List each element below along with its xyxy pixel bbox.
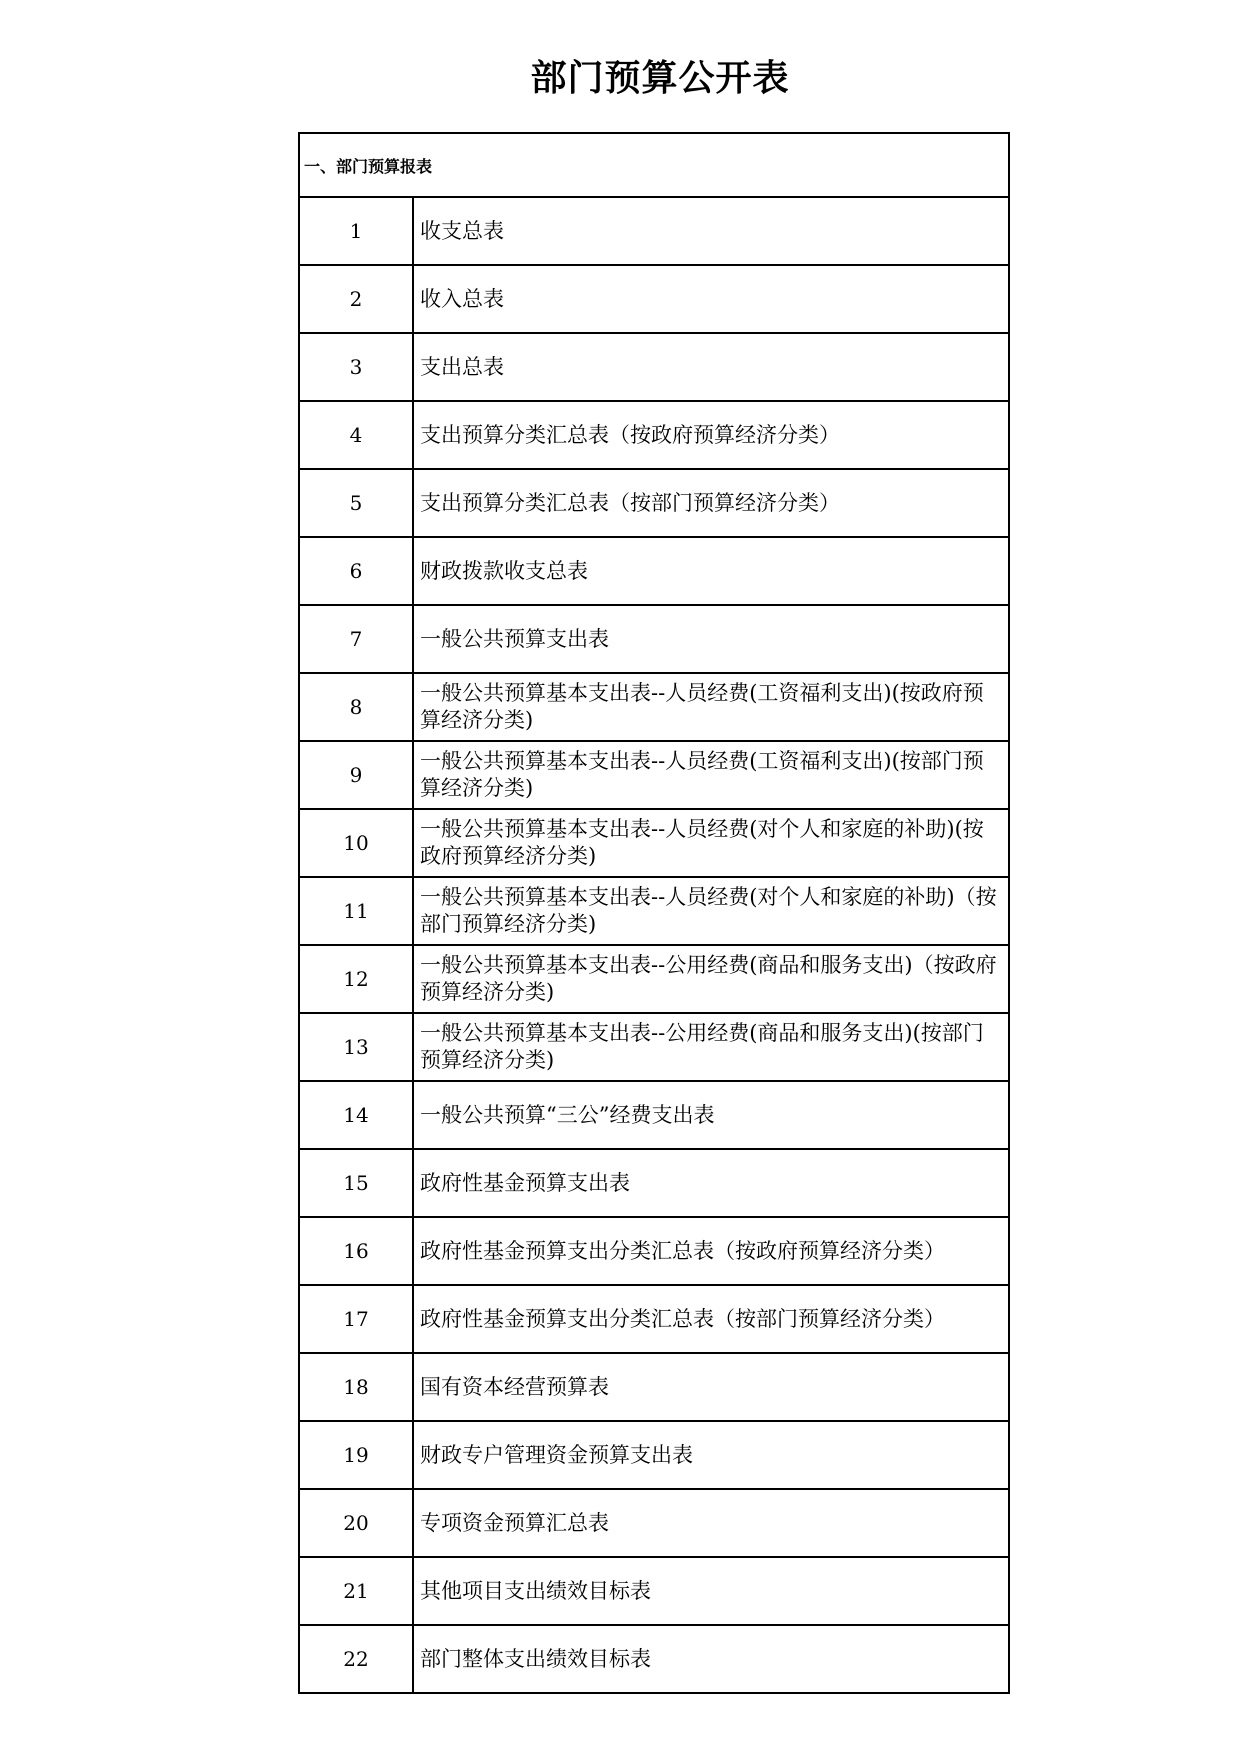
row-table-name: 政府性基金预算支出表: [420, 1170, 630, 1195]
table-row: [300, 878, 1008, 946]
row-table-name: 支出预算分类汇总表（按部门预算经济分类）: [420, 490, 840, 515]
table-row: [300, 470, 1008, 538]
row-number: 21: [300, 1558, 414, 1624]
row-number: 17: [300, 1286, 414, 1352]
table-row: [300, 1354, 1008, 1422]
row-number: 6: [300, 538, 414, 604]
row-number: 22: [300, 1626, 414, 1692]
row-table-name: 收支总表: [420, 218, 504, 243]
row-number: 18: [300, 1354, 414, 1420]
section-heading: 一、部门预算报表: [300, 134, 1008, 198]
row-number: 5: [300, 470, 414, 536]
row-table-name: 一般公共预算基本支出表--人员经费(对个人和家庭的补助)(按政府预算经济分类): [420, 817, 984, 868]
row-number: 11: [300, 878, 414, 944]
table-row: [300, 1014, 1008, 1082]
row-table-name: 一般公共预算基本支出表--公用经费(商品和服务支出)（按政府预算经济分类): [420, 953, 997, 1004]
row-number: 12: [300, 946, 414, 1012]
table-row: [300, 198, 1008, 266]
row-table-name: 一般公共预算基本支出表--人员经费(工资福利支出)(按部门预算经济分类): [420, 749, 984, 800]
row-number: 3: [300, 334, 414, 400]
row-table-name: 支出预算分类汇总表（按政府预算经济分类）: [420, 422, 840, 447]
table-row: [300, 1218, 1008, 1286]
row-table-name: 政府性基金预算支出分类汇总表（按部门预算经济分类）: [420, 1306, 945, 1331]
row-number: 19: [300, 1422, 414, 1488]
table-body: [300, 198, 1008, 1692]
row-number: 2: [300, 266, 414, 332]
table-row: [300, 1286, 1008, 1354]
table-row: [300, 946, 1008, 1014]
row-number: 10: [300, 810, 414, 876]
table-row: [300, 674, 1008, 742]
row-number: 4: [300, 402, 414, 468]
row-number: 9: [300, 742, 414, 808]
table-row: [300, 1082, 1008, 1150]
row-table-name: 一般公共预算基本支出表--人员经费(对个人和家庭的补助)（按部门预算经济分类): [420, 885, 997, 936]
table-row: [300, 742, 1008, 810]
budget-table: [298, 132, 1010, 1694]
table-row: [300, 334, 1008, 402]
row-table-name: 财政专户管理资金预算支出表: [420, 1442, 693, 1467]
row-table-name: 一般公共预算基本支出表--公用经费(商品和服务支出)(按部门预算经济分类): [420, 1021, 984, 1072]
row-table-name: 一般公共预算基本支出表--人员经费(工资福利支出)(按政府预算经济分类): [420, 681, 984, 732]
row-number: 16: [300, 1218, 414, 1284]
row-table-name: 收入总表: [420, 286, 504, 311]
row-table-name: 一般公共预算“三公”经费支出表: [420, 1102, 715, 1127]
row-number: 20: [300, 1490, 414, 1556]
row-table-name: 财政拨款收支总表: [420, 558, 588, 583]
row-table-name: 其他项目支出绩效目标表: [420, 1578, 651, 1603]
row-table-name: 政府性基金预算支出分类汇总表（按政府预算经济分类）: [420, 1238, 945, 1263]
row-number: 15: [300, 1150, 414, 1216]
row-table-name: 国有资本经营预算表: [420, 1374, 609, 1399]
table-row: [300, 1626, 1008, 1692]
row-table-name: 支出总表: [420, 354, 504, 379]
row-number: 14: [300, 1082, 414, 1148]
row-number: 8: [300, 674, 414, 740]
row-table-name: 一般公共预算支出表: [420, 626, 609, 651]
table-row: [300, 1558, 1008, 1626]
table-row: [300, 606, 1008, 674]
table-row: [300, 1422, 1008, 1490]
table-row: [300, 538, 1008, 606]
row-table-name: 专项资金预算汇总表: [420, 1510, 609, 1535]
row-number: 13: [300, 1014, 414, 1080]
page-title: 部门预算公开表: [530, 58, 790, 99]
table-row: [300, 810, 1008, 878]
table-row: [300, 402, 1008, 470]
row-number: 1: [300, 198, 414, 264]
row-table-name: 部门整体支出绩效目标表: [420, 1646, 651, 1671]
table-row: [300, 1490, 1008, 1558]
row-number: 7: [300, 606, 414, 672]
table-row: [300, 266, 1008, 334]
table-row: [300, 1150, 1008, 1218]
